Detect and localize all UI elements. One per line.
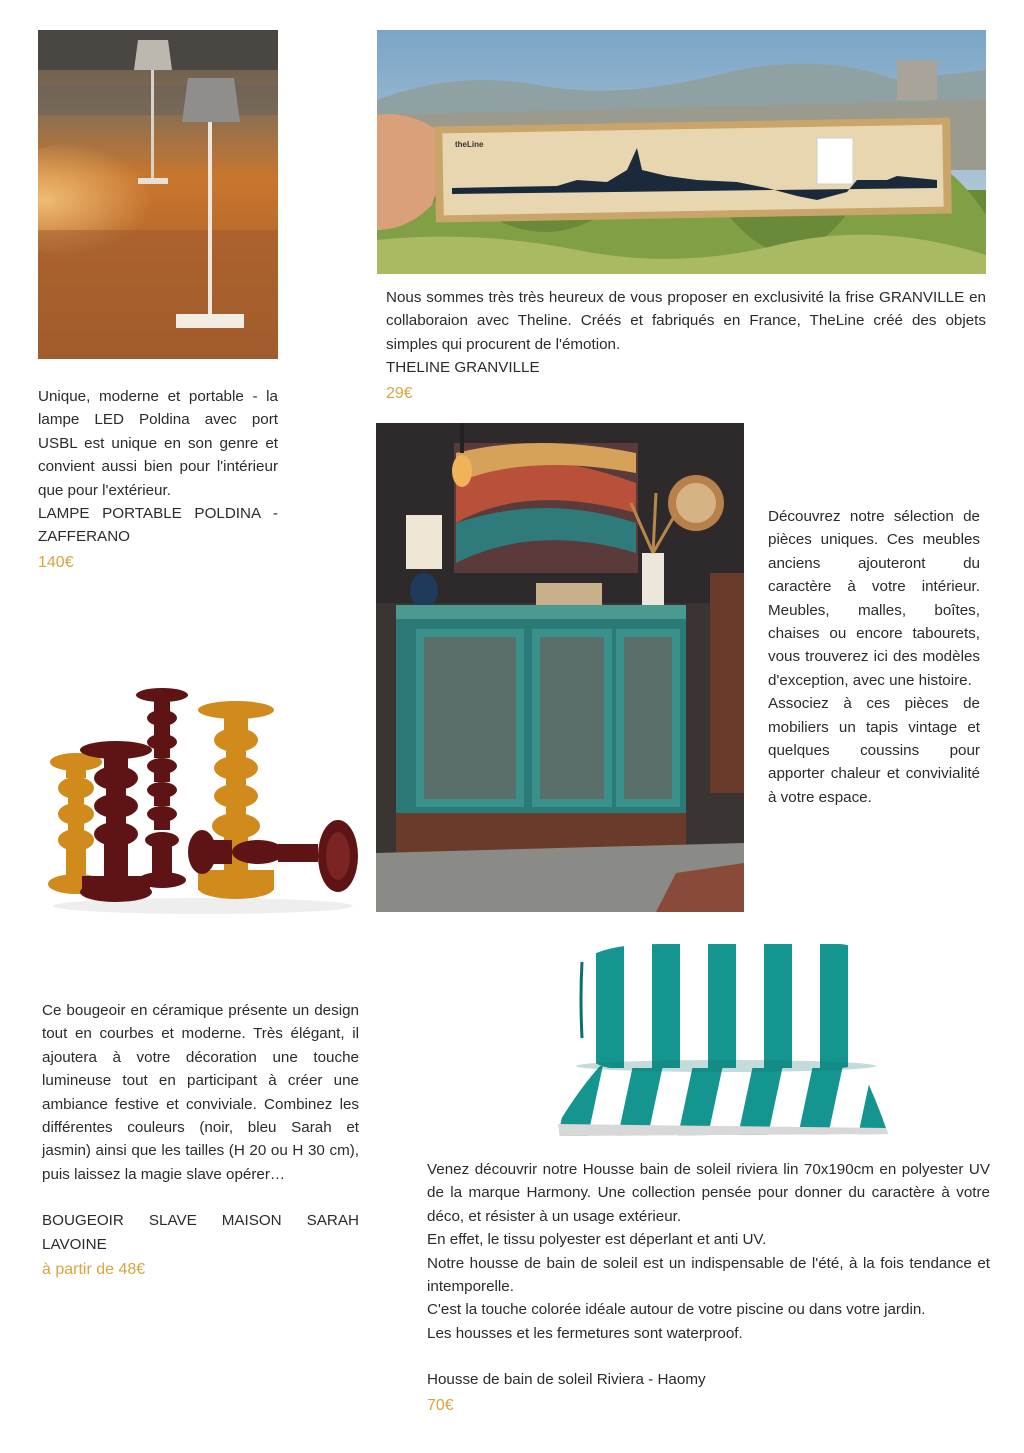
lamp-description: Unique, moderne et portable - la lampe LED Poldina avec port USBL est unique en son genre et convient aussi bien pour l'intérieur que pour l'extérieur.	[38, 388, 278, 499]
frieze-description: Nous sommes très très heureux de vous proposer en exclusivité la frise GRANVILLE en collaboraion avec Theline. Créés et fabriqués en France, TheLine créé des objets simples qui procurent de l'émotion.	[386, 289, 986, 353]
candle-price: à partir de 48€	[42, 1261, 146, 1279]
cushion-paragraph-3: Notre housse de bain de soleil est un indispensable de l'été, à la fois tendance et intemporelle.	[427, 1254, 990, 1296]
lamp-price: 140€	[38, 553, 74, 571]
cushion-paragraph-1: Venez découvrir notre Housse bain de soleil riviera lin 70x190cm en polyester UV de la marque Harmony. Une collection pensée pour donner du caractère à votre déco, et résister à un usage extérieur.	[427, 1161, 990, 1225]
furniture-paragraph-2: Associez à ces pièces de mobiliers un tapis vintage et quelques coussins pour apporter chaleur et convivialité à votre espace.	[768, 695, 980, 806]
frieze-product-name: THELINE GRANVILLE	[386, 359, 540, 377]
striped-sunbed-cushion-photo	[540, 938, 892, 1142]
furniture-paragraph-1: Découvrez notre sélection de pièces uniques. Ces meubles anciens ajouteront du caractère à votre intérieur. Meubles, malles, boîtes, chaises ou encore tabourets, vous trouverez ici des modèles d'exception, avec une histoire.	[768, 508, 980, 689]
vintage-furniture-photo	[376, 423, 744, 912]
cushion-paragraph-4: C'est la touche colorée idéale autour de votre piscine ou dans votre jardin.	[427, 1301, 926, 1319]
theline-box-logo: theLine	[455, 140, 484, 149]
cushion-price: 70€	[427, 1396, 454, 1414]
cushion-product-name: Housse de bain de soleil Riviera - Haomy	[427, 1371, 706, 1389]
lamp-product-name: LAMPE PORTABLE POLDINA - ZAFFERANO	[38, 505, 278, 546]
frieze-price: 29€	[386, 384, 413, 402]
candle-description: Ce bougeoir en céramique présente un design tout en courbes et moderne. Très élégant, il ajoutera à votre décoration une touche lumineuse tout en participant à créer une ambiance festive et conviviale. Combinez les différentes couleurs (noir, bleu Sarah et jasmin) ainsi que les tailles (H 20 ou H 30 cm), puis laissez la magie slave opérer…	[42, 1002, 359, 1183]
cushion-paragraph-2: En effet, le tissu polyester est déperlant et anti UV.	[427, 1231, 767, 1249]
lamp-photo	[38, 30, 278, 359]
candle-product-name: BOUGEOIR SLAVE MAISON SARAH LAVOINE	[42, 1212, 359, 1253]
cushion-paragraph-5: Les housses et les fermetures sont waterproof.	[427, 1324, 743, 1342]
theline-granville-photo	[377, 30, 986, 274]
candle-holders-photo	[38, 680, 368, 920]
